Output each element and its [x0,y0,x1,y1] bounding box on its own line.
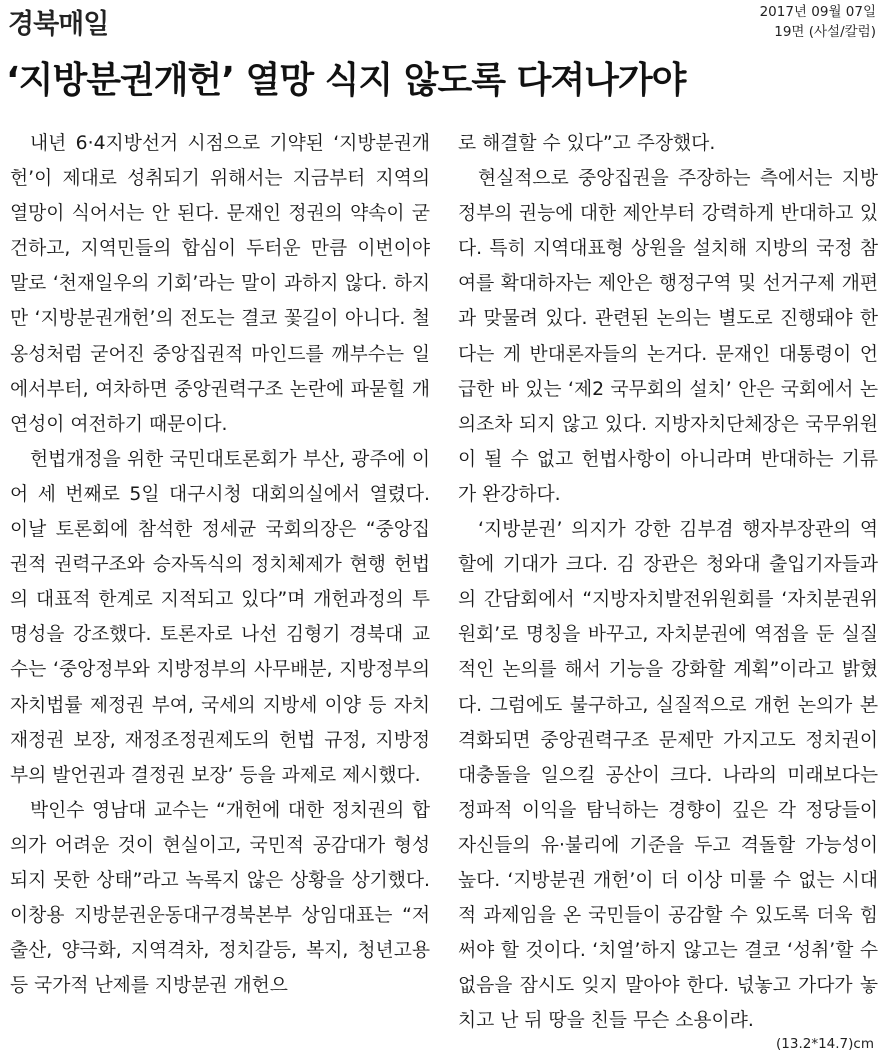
publication-meta [760,2,876,42]
paragraph: 내년 6·4지방선거 시점으로 기약된 ‘지방분권개헌’이 제대로 성취되기 위해서는 지금부터 지역의 열망이 식어서는 안 된다. 문재인 정권의 약속이 굳건하고, 지역민들의 합심이 두터운 만큼 이번이야 말로 ‘천재일우의 기회’라는 말이 과하지 않다. 하지만 ‘지방분권개헌’의 전도는 결코 꽃길이 아니다. 철옹성처럼 굳어진 중앙집권적 마인드를 깨부수는 일에서부터, 여차하면 중앙권력구조 논란에 파묻힐 개연성이 여전하기 때문이다. [10,133,430,435]
paragraph: 현실적으로 중앙집권을 주장하는 측에서는 지방정부의 권능에 대한 제안부터 강력하게 반대하고 있다. 특히 지역대표형 상원을 설치해 지방의 국정 참여를 확대하자는 제안은 행정구역 및 선거구제 개편과 맞물려 있다. 관련된 논의는 별도로 진행돼야 한다는 게 반대론자들의 논거다. 문재인 대통령이 언급한 바 있는 ‘제2 국무회의 설치’ 안은 국회에서 논의조차 되지 않고 있다. 지방자치단체장은 국무위원이 될 수 없고 헌법사항이 아니라며 반대하는 기류가 완강하다. [458,168,878,505]
paragraph: 박인수 영남대 교수는 “개헌에 대한 정치권의 합의가 어려운 것이 현실이고, 국민적 공감대가 형성되지 못한 상태”라고 녹록지 않은 상황을 상기했다. 이창용 지방분권운동대구경북본부 상임대표는 “저출산, 양극화, 지역격차, 정치갈등, 복지, 청년고용 등 국가적 난제를 지방분권 개헌으 [10,799,430,997]
article-headline: ‘지방분권개헌’ 열망 식지 않도록 다져나가야 [6,60,686,101]
publication-date: 2017년 09월 07일 [759,4,876,20]
article-size: (13.2*14.7)cm [776,1036,874,1052]
article-column-right [458,126,878,1038]
paragraph-continued: 로 해결할 수 있다”고 주장했다. [458,133,716,154]
page-section: 19면 (사설/칼럼) [774,24,876,40]
paragraph: 헌법개정을 위한 국민대토론회가 부산, 광주에 이어 세 번째로 5일 대구시청 대회의실에서 열렸다. 이날 토론회에 참석한 정세균 국회의장은 “중앙집권적 권력구조와 승자독식의 정치체제가 현행 헌법의 대표적 한계로 지적되고 있다”며 개헌과정의 투명성을 강조했다. 토론자로 나선 김형기 경북대 교수는 ‘중앙정부와 지방정부의 사무배분, 지방정부의 자치법률 제정권 부여, 국세의 지방세 이양 등 자치재정권 보장, 재정조정권제도의 헌법 규정, 지방정부의 발언권과 결정권 보장’ 등을 과제로 제시했다. [10,448,430,786]
newspaper-logo: 경북매일 [8,9,109,40]
paragraph: ‘지방분권’ 의지가 강한 김부겸 행자부장관의 역할에 기대가 크다. 김 장관은 청와대 출입기자들과의 간담회에서 “지방자치발전위원회를 ‘자치분권위원회’로 명칭을 바꾸고, 자치분권에 역점을 둔 실질적인 논의를 해서 기능을 강화할 계획”이라고 밝혔다. 그럼에도 불구하고, 실질적으로 개헌 논의가 본격화되면 중앙권력구조 문제만 가지고도 정치권이 대충돌을 일으킬 공산이 크다. 나라의 미래보다는 정파적 이익을 탐닉하는 경향이 깊은 각 정당들이 자신들의 유·불리에 기준을 두고 격돌할 가능성이 높다. ‘지방분권 개헌’이 더 이상 미룰 수 없는 시대적 과제임을 온 국민들이 공감할 수 있도록 더욱 힘써야 할 것이다. ‘치열’하지 않고는 결코 ‘성취’할 수 없음을 잠시도 잊지 말아야 한다. 넋놓고 가다가 놓치고 난 뒤 땅을 친들 무슨 소용이랴. [458,519,878,1032]
article-column-left [10,126,430,1003]
